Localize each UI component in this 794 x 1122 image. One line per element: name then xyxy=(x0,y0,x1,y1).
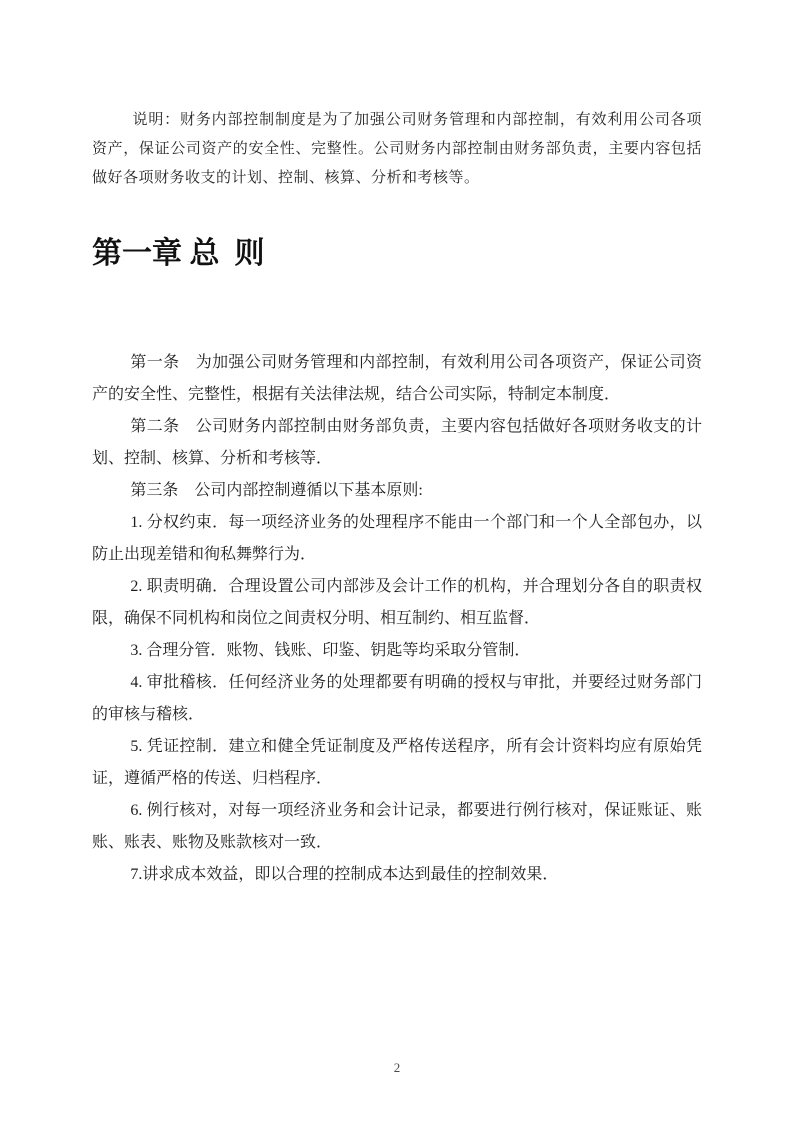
body-paragraph-principle-7: 7.讲求成本效益，即以合理的控制成本达到最佳的控制效果． xyxy=(130,866,559,883)
body-paragraph-principle-5: 5. 凭证控制．建立和健全凭证制度及严格传送程序，所有会计资料均应有原始凭证，遵循严格的传送、归档程序． xyxy=(92,738,702,787)
chapter-heading: 第一章 总 则 xyxy=(92,237,265,270)
body-paragraph-principle-3: 3. 合理分管．账物、钱账、印鉴、钥匙等均采取分管制． xyxy=(130,642,531,659)
body-paragraph-principle-4: 4. 审批稽核．任何经济业务的处理都要有明确的授权与审批，并要经过财务部门的审核与稽核． xyxy=(92,674,702,723)
body-text xyxy=(92,347,702,891)
body-paragraph-principle-1: 1. 分权约束．每一项经济业务的处理程序不能由一个部门和一个人全部包办，以防止出现差错和徇私舞弊行为． xyxy=(92,514,702,563)
body-paragraph-article-2: 第二条 公司财务内部控制由财务部负责，主要内容包括做好各项财务收支的计划、控制、核算、分析和考核等． xyxy=(92,418,702,467)
intro-paragraph: 说明：财务内部控制制度是为了加强公司财务管理和内部控制，有效利用公司各项资产，保证公司资产的安全性、完整性。公司财务内部控制由财务部负责，主要内容包括做好各项财务收支的计划、控制、核算、分析和考核等。 xyxy=(92,112,702,186)
body-paragraph-article-1: 第一条 为加强公司财务管理和内部控制，有效利用公司各项资产，保证公司资产的安全性、完整性，根据有关法律法规，结合公司实际，特制定本制度． xyxy=(92,354,702,403)
body-paragraph-article-3: 第三条 公司内部控制遵循以下基本原则: xyxy=(130,482,423,499)
page-number: 2 xyxy=(393,1060,401,1075)
body-paragraph-principle-2: 2. 职责明确．合理设置公司内部涉及会计工作的机构，并合理划分各自的职责权限，确保不同机构和岗位之间责权分明、相互制约、相互监督． xyxy=(92,578,702,627)
page-content xyxy=(92,0,702,891)
body-paragraph-principle-6: 6. 例行核对，对每一项经济业务和会计记录，都要进行例行核对，保证账证、账账、账表、账物及账款核对一致． xyxy=(92,802,702,851)
